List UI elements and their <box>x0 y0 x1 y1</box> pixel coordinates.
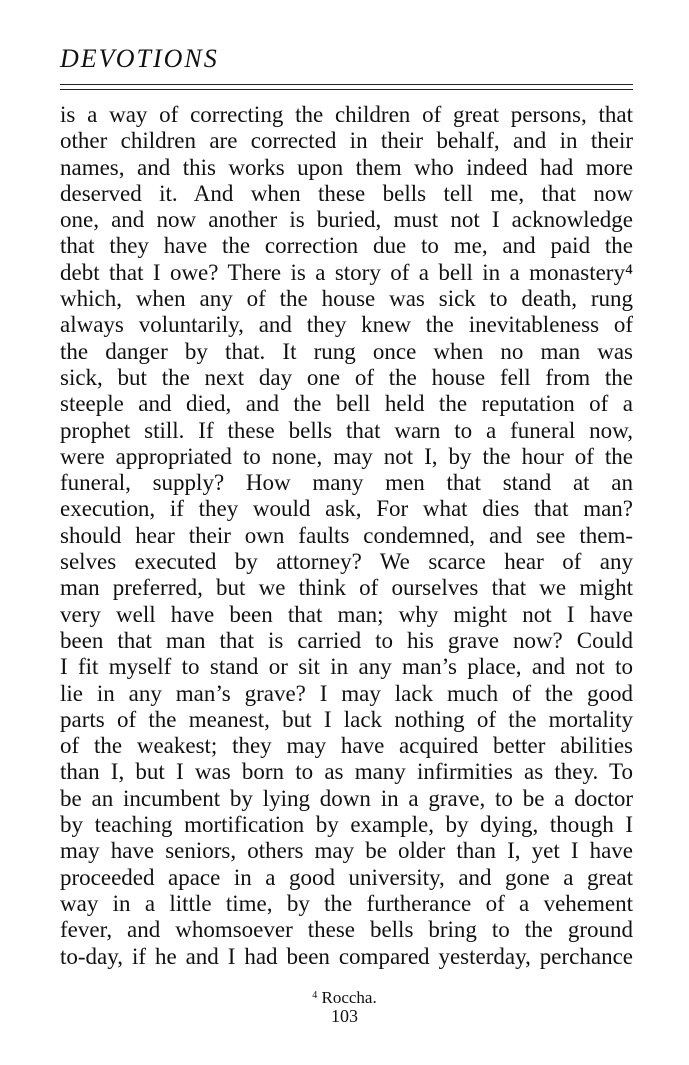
text-line: debt that I owe? There is a story of a bell in a monastery⁴ <box>60 259 633 285</box>
text-line: funeral, supply? How many men that stand at an <box>60 470 633 496</box>
text-line: were appropriated to none, may not I, by the hour of the <box>60 443 633 469</box>
text-line: I fit myself to stand or sit in any man’s place, and not to <box>60 654 633 680</box>
text-line: which, when any of the house was sick to death, rung <box>60 286 633 312</box>
text-line: parts of the meanest, but I lack nothing of the mortality <box>60 706 633 732</box>
page-number: 103 <box>331 1006 358 1026</box>
text-line: man preferred, but we think of ourselves that we might <box>60 575 633 601</box>
text-line: deserved it. And when these bells tell me, that now <box>60 180 633 206</box>
text-line: sick, but the next day one of the house fell from the <box>60 364 633 390</box>
text-line: by teaching mortification by example, by dying, though I <box>60 812 633 838</box>
text-line: selves executed by attorney? We scarce hear of any <box>60 549 633 575</box>
text-line: should hear their own faults condemned, and see them- <box>60 522 633 548</box>
text-line: than I, but I was born to as many infirmities as they. To <box>60 759 633 785</box>
text-line: steeple and died, and the bell held the reputation of a <box>60 391 633 417</box>
text-line: may have seniors, others may be older than I, yet I have <box>60 838 633 864</box>
text-line: way in a little time, by the furtherance of a vehement <box>60 890 633 916</box>
running-head: DEVOTIONS <box>60 44 219 73</box>
text-line: to-day, if he and I had been compared yesterday, perchance <box>60 943 633 969</box>
text-line: names, and this works upon them who indeed had more <box>60 154 633 180</box>
text-line: of the weakest; they may have acquired better abilities <box>60 733 633 759</box>
text-line: execution, if they would ask, For what dies that man? <box>60 496 633 522</box>
footnote-marker: 4 <box>312 990 318 1001</box>
text-line: is a way of correcting the children of great persons, that <box>60 102 633 127</box>
text-line: lie in any man’s grave? I may lack much of the good <box>60 680 633 706</box>
text-line: other children are corrected in their behalf, and in their <box>60 128 633 154</box>
text-line: been that man that is carried to his grave now? Could <box>60 627 633 653</box>
text-line: prophet still. If these bells that warn to a funeral now, <box>60 417 633 443</box>
header-rule-top <box>60 84 633 85</box>
footnote-text: Roccha. <box>321 988 377 1007</box>
text-line: fever, and whomsoever these bells bring to the ground <box>60 917 633 943</box>
text-line: always voluntarily, and they knew the inevitableness of <box>60 312 633 338</box>
text-line: that they have the correction due to me, and paid the <box>60 233 633 259</box>
text-line: proceeded apace in a good university, and gone a great <box>60 864 633 890</box>
text-line: very well have been that man; why might not I have <box>60 601 633 627</box>
text-line: the danger by that. It rung once when no man was <box>60 338 633 364</box>
footnote <box>0 986 689 1008</box>
text-line: one, and now another is buried, must not I acknowledge <box>60 207 633 233</box>
header-rule-bottom <box>60 89 633 90</box>
text-line: be an incumbent by lying down in a grave, to be a doctor <box>60 785 633 811</box>
body-text <box>60 102 633 970</box>
